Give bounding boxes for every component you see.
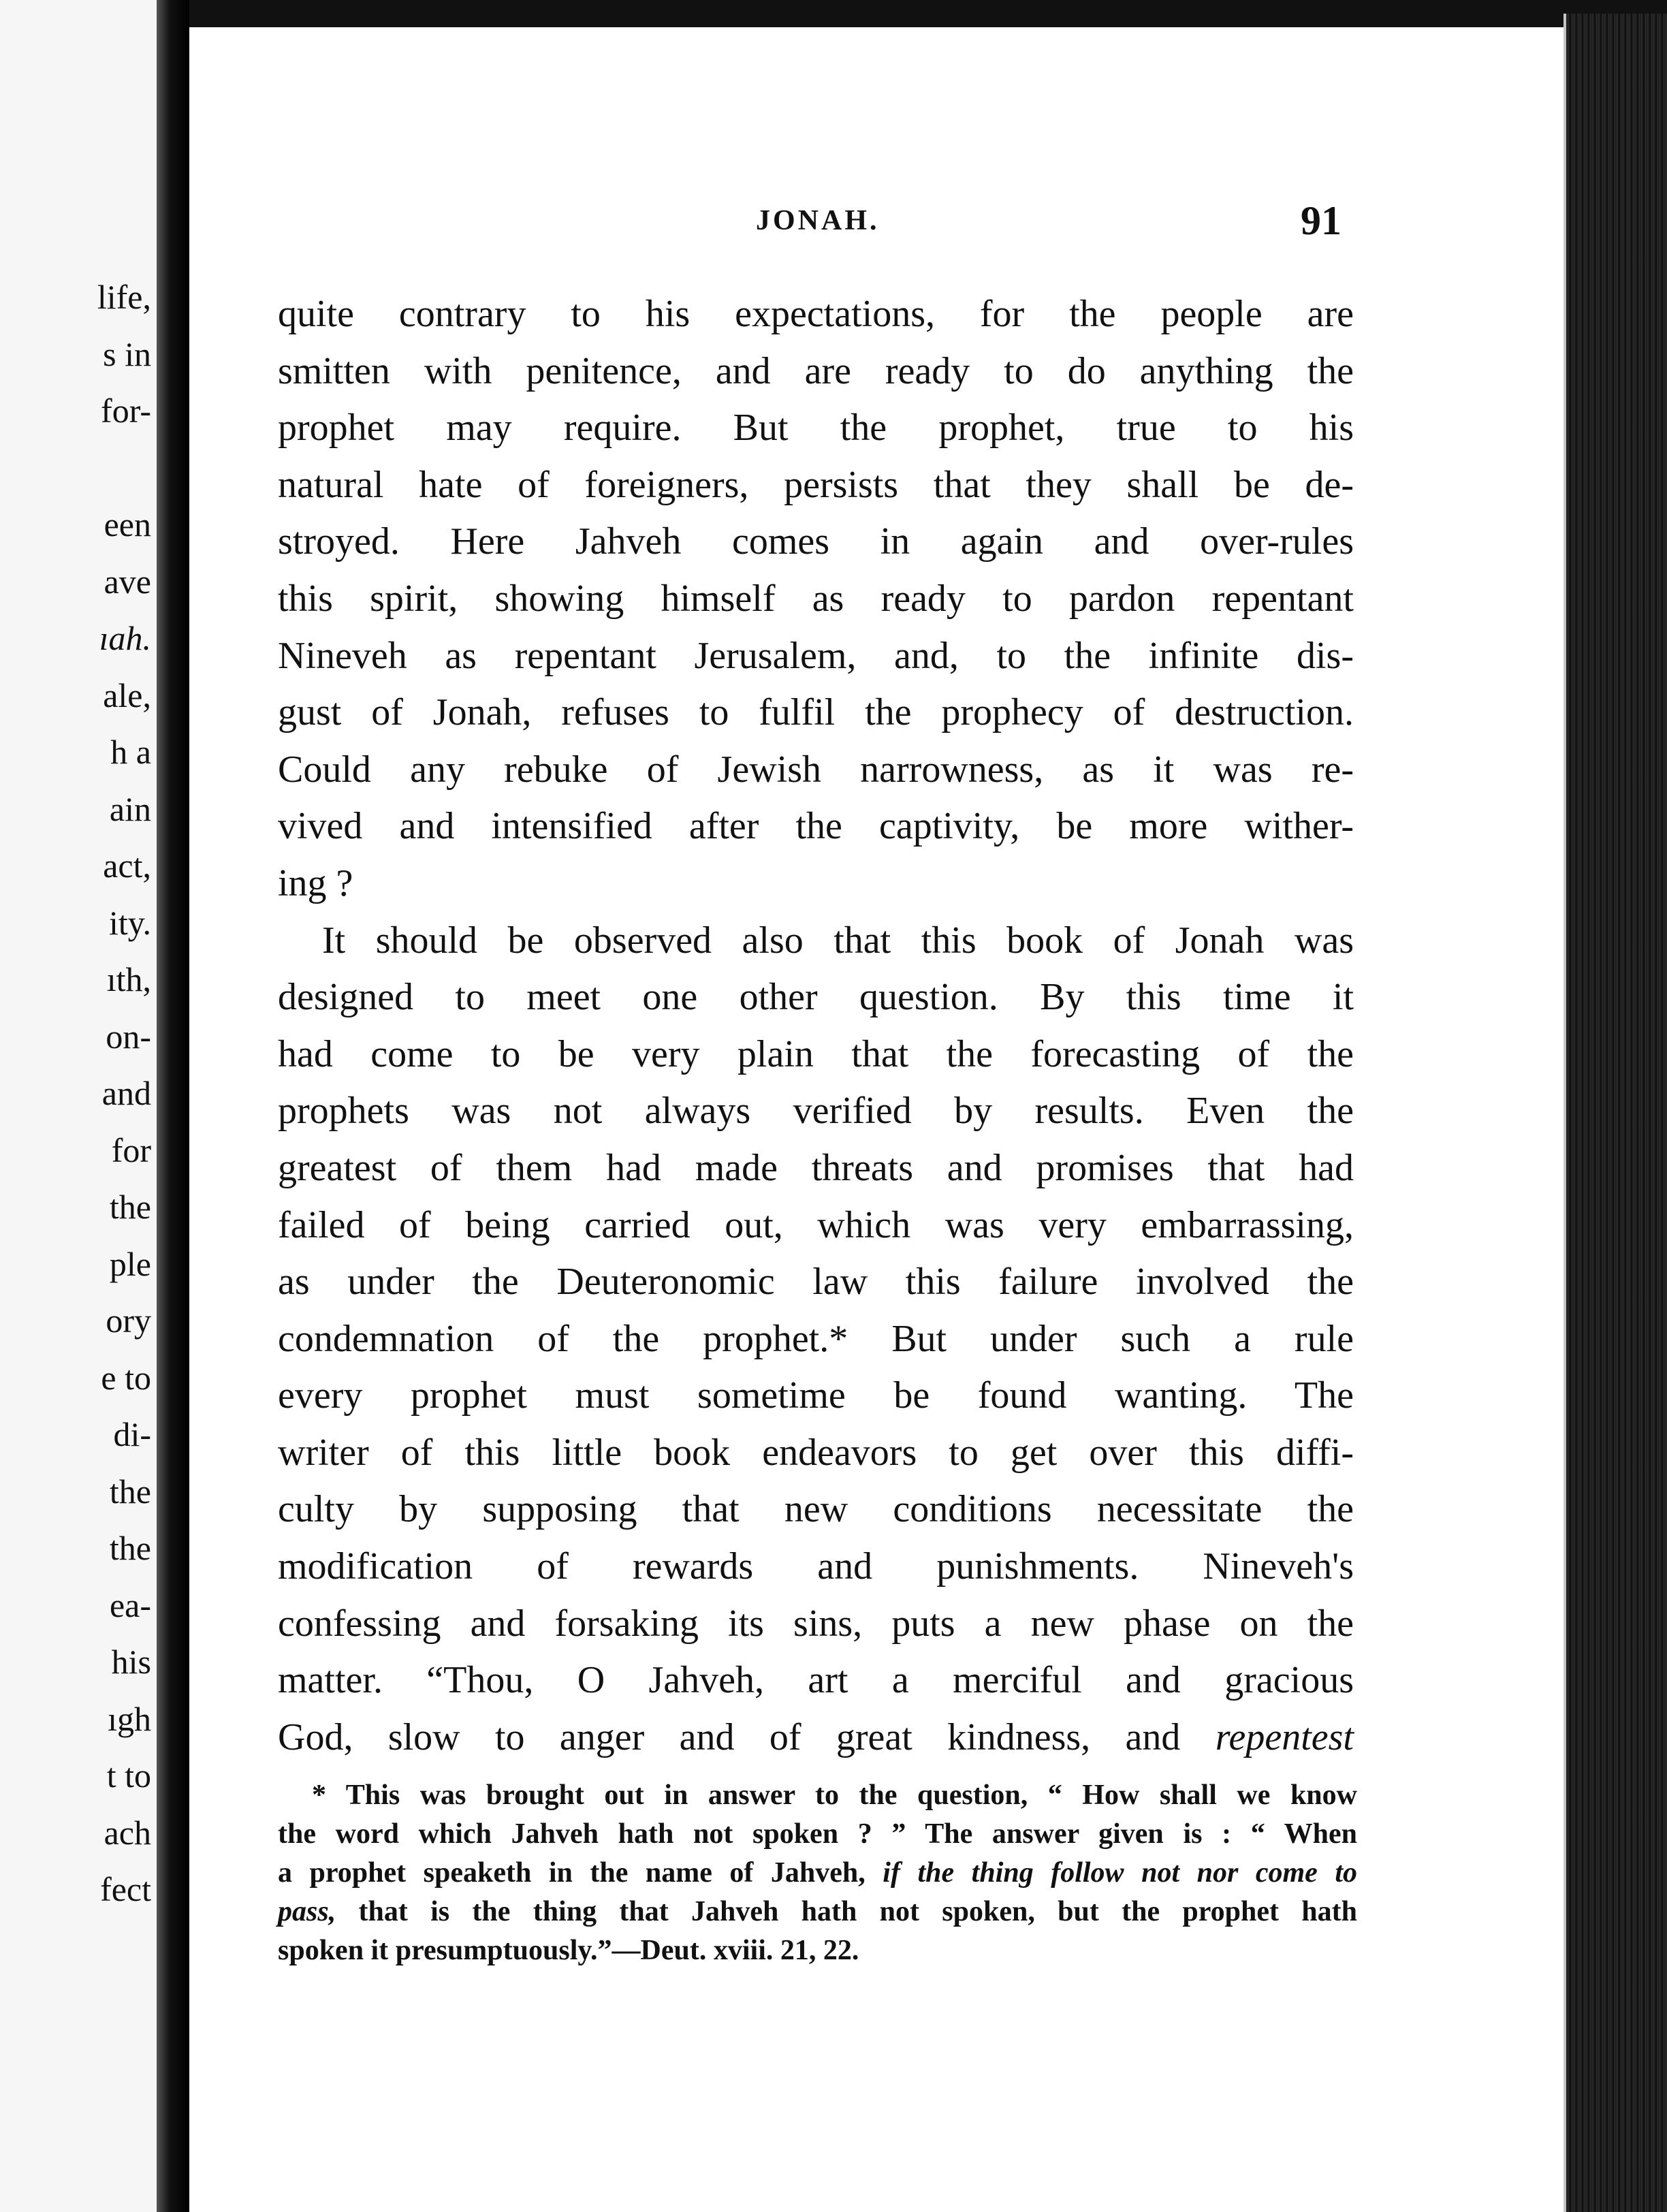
page-number: 91 [1301, 198, 1341, 243]
text-line: prophet may require. But the prophet, true to his [278, 407, 1354, 449]
fragment-line: ory [106, 1301, 151, 1340]
fragment-line: his [111, 1643, 151, 1681]
text-fragment: God, slow to anger and of great kindness, and [278, 1716, 1181, 1758]
book-gutter [157, 0, 189, 2212]
text-line: quite contrary to his expectations, for the people are [278, 293, 1354, 335]
text-line: had come to be very plain that the forecasting of the [278, 1032, 1354, 1075]
text-line: condemnation of the prophet.* But under such a rule [278, 1317, 1354, 1360]
fragment-line: ach [104, 1813, 151, 1852]
fragment-line: ıah. [99, 619, 151, 657]
fragment-line [0, 440, 157, 497]
text-line: this spirit, showing himself as ready to pardon repentant [278, 577, 1354, 620]
fragment-line: een [104, 505, 151, 543]
fragment-line: the [109, 1188, 151, 1226]
fragment-line: for [111, 1131, 151, 1169]
fragment-line: ale, [103, 676, 151, 714]
page-edge-stack [1566, 14, 1667, 2212]
text-line: It should be observed also that this book of Jonah was [322, 919, 1354, 962]
footnote-line: * This was brought out in answer to the question, “ How shall we know [312, 1780, 1357, 1811]
footnote-line: spoken it presumptuously.”—Deut. xviii. 21, 22. [278, 1935, 859, 1966]
fragment-line: s in [103, 334, 151, 373]
footnote-italic: if the thing follow not nor come to [883, 1857, 1358, 1889]
text-line: prophets was not always verified by results. Even the [278, 1090, 1354, 1133]
text-line: ing ? [278, 862, 353, 904]
text-line: Could any rebuke of Jewish narrowness, as it was re- [278, 748, 1354, 791]
fragment-line: the [109, 1529, 151, 1567]
facing-page [0, 0, 167, 2212]
text-line: writer of this little book endeavors to get over this diffi- [278, 1431, 1354, 1474]
fragment-line: t to [106, 1756, 151, 1795]
fragment-line: ea- [109, 1585, 151, 1624]
fragment-line: on- [106, 1017, 151, 1056]
fragment-line: and [101, 1074, 151, 1112]
fragment-line: life, [97, 278, 151, 316]
text-line: natural hate of foreigners, persists that they shall be de- [278, 463, 1354, 506]
fragment-line: ity. [108, 903, 151, 942]
text-line: stroyed. Here Jahveh comes in again and over-rules [278, 520, 1354, 563]
italic-word: repentest [1215, 1716, 1354, 1758]
footnote [278, 1776, 1357, 1970]
fragment-line: for- [101, 392, 151, 430]
text-line: vived and intensified after the captivity, be more wither- [278, 805, 1354, 848]
text-line: culty by supposing that new conditions necessitate the [278, 1488, 1354, 1531]
text-line: gust of Jonah, refuses to fulfil the prophecy of destruction. [278, 691, 1354, 734]
text-line: failed of being carried out, which was very embarrassing, [278, 1203, 1354, 1246]
footnote-line: the word which Jahveh hath not spoken ? ” The answer given is : “ When [278, 1818, 1357, 1850]
fragment-line: di- [113, 1415, 151, 1453]
fragment-line: ave [104, 562, 151, 601]
text-line: designed to meet one other question. By this time it [278, 976, 1354, 1019]
footnote-fragment: a prophet speaketh in the name of Jahveh, [278, 1857, 866, 1889]
fragment-line: act, [103, 847, 151, 885]
text-line: as under the Deuteronomic law this failure involved the [278, 1261, 1354, 1304]
body-text [278, 286, 1354, 1766]
running-head: JONAH. [756, 205, 880, 236]
fragment-line: h a [110, 733, 151, 771]
text-line: Nineveh as repentant Jerusalem, and, to the infinite dis- [278, 634, 1354, 677]
fragment-line: the [109, 1472, 151, 1511]
facing-page-fragments [0, 269, 157, 1918]
text-line [278, 1709, 1354, 1767]
text-line: confessing and forsaking its sins, puts a new phase on the [278, 1602, 1354, 1645]
fragment-line: ple [109, 1244, 151, 1283]
text-line: matter. “Thou, O Jahveh, art a merciful and gracious [278, 1659, 1354, 1702]
footnote-line [278, 1854, 1357, 1893]
top-shadow [0, 0, 1667, 27]
text-line: smitten with penitence, and are ready to do anything the [278, 349, 1354, 392]
footnote-fragment: that is the thing that Jahveh hath not spoken, but the prophet hath [358, 1896, 1357, 1927]
fragment-line: ıth, [106, 960, 151, 998]
text-line: modification of rewards and punishments. Nineveh's [278, 1545, 1354, 1588]
footnote-italic: pass, [278, 1896, 336, 1927]
fragment-line: e to [101, 1358, 151, 1397]
fragment-line: fect [100, 1870, 151, 1908]
text-line: every prophet must sometime be found wanting. The [278, 1374, 1354, 1417]
fragment-line: ıgh [108, 1699, 151, 1738]
footnote-line [278, 1893, 1357, 1931]
text-line: greatest of them had made threats and promises that had [278, 1146, 1354, 1189]
page-header [272, 198, 1348, 259]
fragment-line: ain [109, 789, 151, 828]
